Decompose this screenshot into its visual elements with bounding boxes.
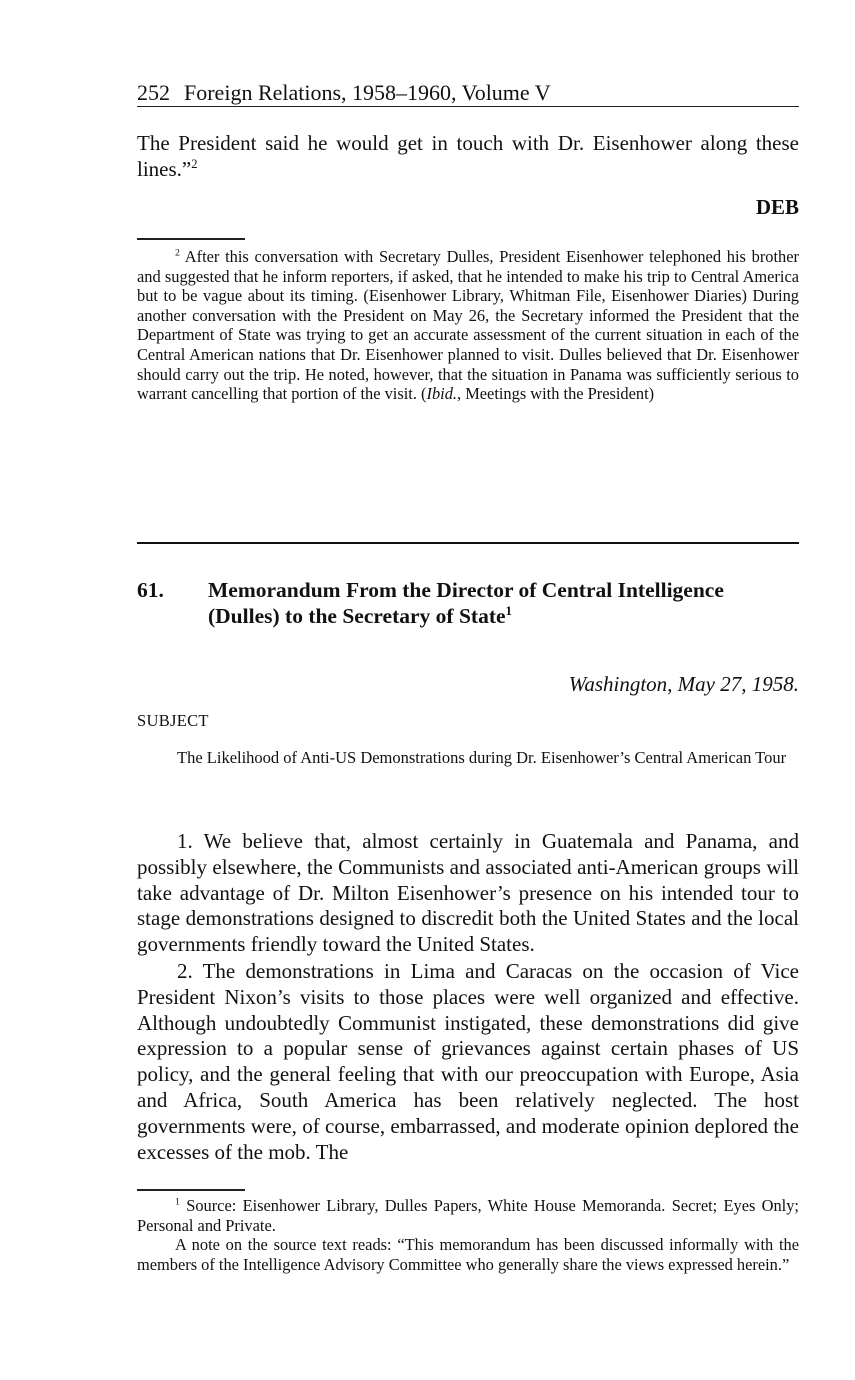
footnote-1-marker: 1 [175, 1196, 180, 1208]
page-number: 252 [137, 80, 170, 105]
footnote-1 [137, 1196, 799, 1274]
subject-label: SUBJECT [137, 711, 209, 730]
document-number: 61. [137, 578, 164, 602]
header-rule [137, 106, 799, 107]
footnote-2-marker: 2 [175, 247, 180, 259]
footnote-rule-2 [137, 1189, 245, 1191]
footnote-1-source-text: Source: Eisenhower Library, Dulles Papers, White House Memoranda. Secret; Eyes Only; Personal and Private. [137, 1196, 799, 1235]
section-rule [137, 542, 799, 544]
volume-title: Foreign Relations, 1958–1960, Volume V [184, 80, 551, 105]
running-head [137, 80, 799, 108]
paragraph-1: 1. We believe that, almost certainly in Guatemala and Panama, and possibly elsewhere, the Communists and associated anti-American groups will take advantage of Dr. Milton Eisenhower’s presence on his intended tour to stage demonstrations designed to discredit both the United States and the local governments friendly toward the United States. [137, 829, 799, 957]
footnote-rule [137, 238, 245, 240]
footnote-ref-1: 1 [505, 603, 512, 618]
subject-text: The Likelihood of Anti-US Demonstrations during Dr. Eisenhower’s Central American Tour [177, 748, 787, 767]
footnote-ref-2: 2 [191, 156, 198, 171]
continuation-paragraph [137, 131, 799, 183]
footnote-2-text: After this conversation with Secretary Dulles, President Eisenhower telephoned his brother and suggested that he inform reporters, if asked, that he intended to make his trip to Central America but to be vague about its timing. (Eisenhower Library, Whitman File, Eisenhower Diaries) During another conversation with the President on May 26, the Secretary informed the President that the Department of State was trying to get an accurate assessment of the current situation in each of the Central American nations that Dr. Eisenhower planned to visit. Dulles believed that Dr. Eisenhower should carry out the trip. He noted, however, that the situation in Panama was sufficiently serious to warrant cancelling that portion of the visit. ( [137, 247, 799, 404]
footnote-2-text-end: , Meetings with the President) [457, 384, 655, 404]
document-title: Memorandum From the Director of Central Intelligence (Dulles) to the Secretary of State [208, 578, 724, 628]
document-heading [137, 577, 799, 629]
document-title-wrap [208, 577, 799, 629]
footnote-1-note: A note on the source text reads: “This memorandum has been discussed informally with the members of the Intelligence Advisory Committee who generally share the views expressed herein.” [137, 1235, 799, 1274]
dateline: Washington, May 27, 1958. [568, 672, 799, 696]
signature-initials: DEB [755, 195, 799, 219]
paragraph-2: 2. The demonstrations in Lima and Caracas on the occasion of Vice President Nixon’s visits to those places were well organized and effective. Although undoubtedly Communist instigated, these demonstrations did give expression to a popular sense of grievances against certain phases of US policy, and the general feeling that with our preoccupation with Europe, Asia and Africa, South America has been relatively neglected. The host governments were, of course, embarrassed, and moderate opinion deplored the excesses of the mob. The [137, 959, 799, 1164]
footnote-2 [137, 247, 799, 404]
continuation-text: The President said he would get in touch with Dr. Eisenhower along these lines.” [137, 131, 799, 181]
footnote-2-ibid: Ibid. [426, 384, 457, 404]
footnote-1-source [137, 1196, 799, 1235]
